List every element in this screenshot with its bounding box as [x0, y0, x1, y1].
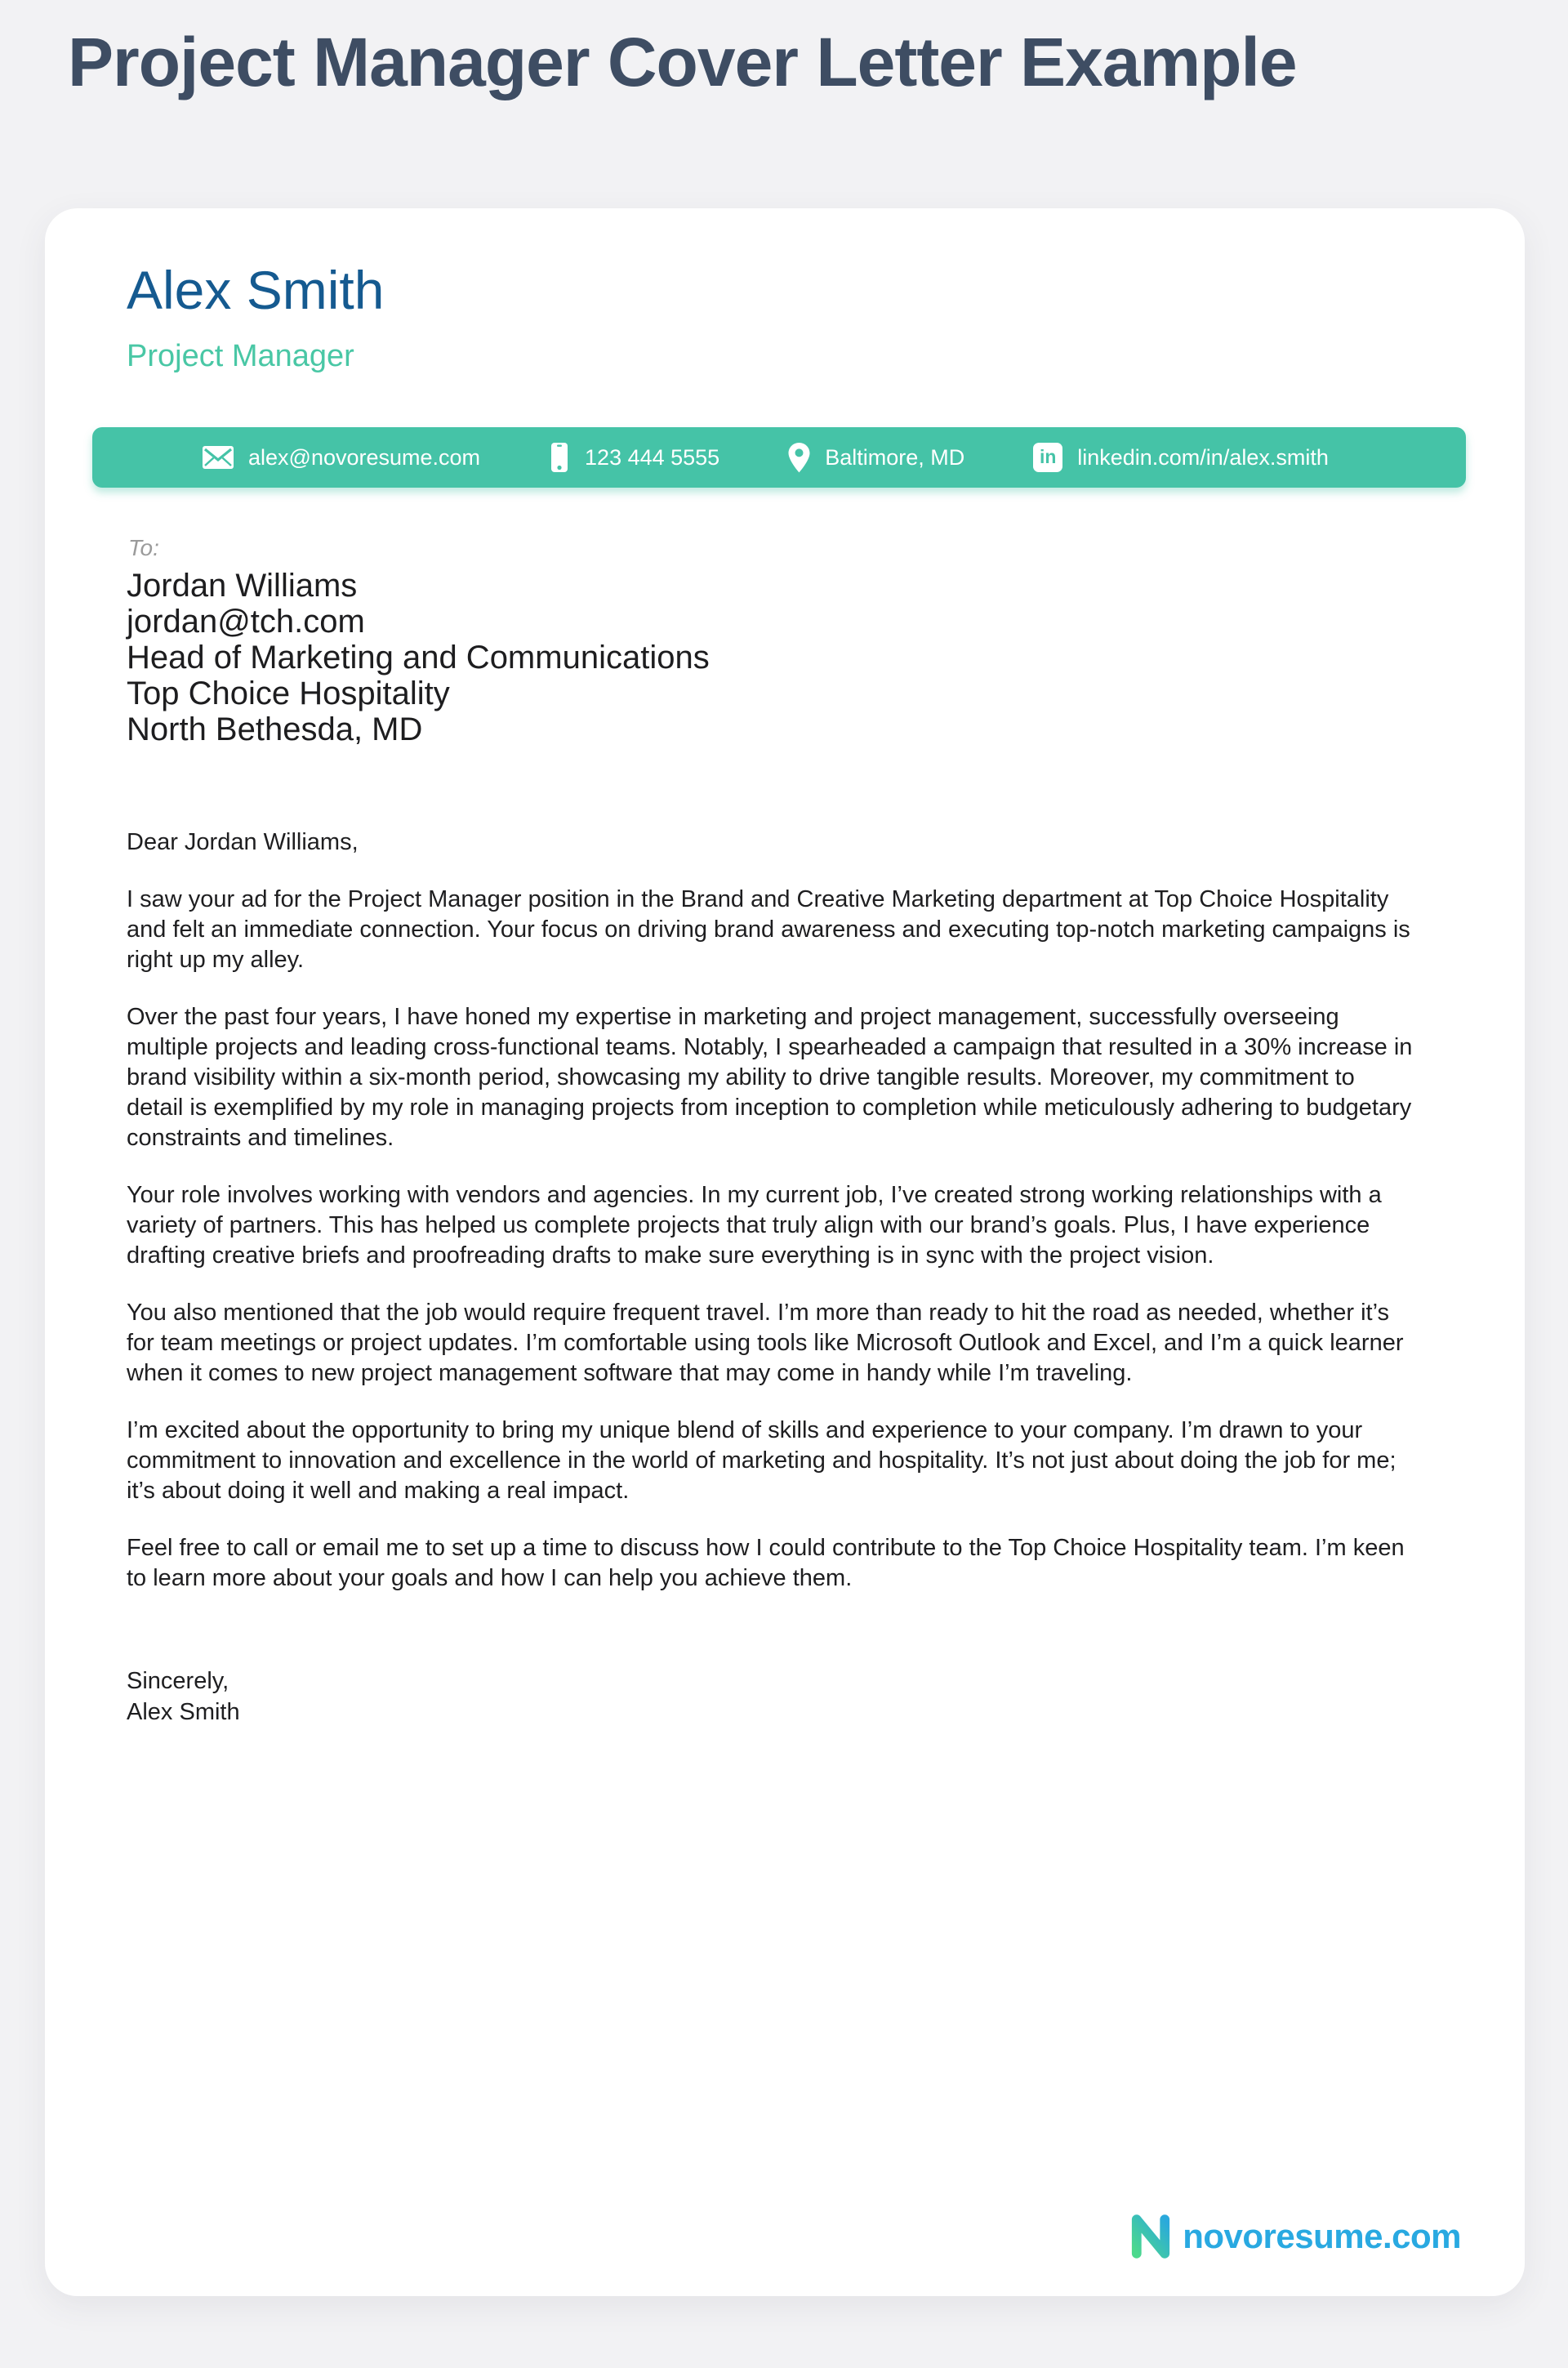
novoresume-n-icon	[1129, 2213, 1173, 2260]
letter-paragraph: I’m excited about the opportunity to bring my unique blend of skills and experience to your company. I’m drawn to your commitment to innovation and excellence in the world of marketing and hospitality. It’s not just about doing the job for me; it’s about doing it well and making a real impact.	[127, 1417, 1396, 1504]
recipient-city: North Bethesda, MD	[127, 711, 423, 747]
cover-letter-card	[45, 208, 1525, 2296]
brand-text: novoresume.com	[1183, 2217, 1461, 2255]
person-role: Project Manager	[127, 339, 354, 373]
letter-closing: Sincerely,	[127, 1668, 229, 1694]
recipient-name: Jordan Williams	[127, 568, 358, 604]
contact-email	[203, 445, 480, 470]
letter-greeting: Dear Jordan Williams,	[127, 829, 359, 855]
recipient-company: Top Choice Hospitality	[127, 676, 450, 711]
recipient-label: To:	[128, 535, 159, 560]
contact-bar	[92, 427, 1466, 488]
page-title: Project Manager Cover Letter Example	[68, 24, 1297, 100]
contact-phone	[549, 442, 719, 473]
letter-paragraph: Over the past four years, I have honed my expertise in marketing and project management, successfully overseeing multiple projects and leading cross-functional teams. Notably, I spearheaded a campaign that resulted in a 30% increase in brand visibility within a six-month period, showcasing my ability to drive tangible results. Moreover, my commitment to detail is exemplified by my role in managing projects from inception to completion while meticulously adhering to budgetary constraints and timelines.	[127, 1004, 1413, 1151]
letter-paragraph: Your role involves working with vendors and agencies. In my current job, I’ve created strong working relationships with a variety of partners. This has helped us complete projects that truly align with our brand’s goals. Plus, I have experience drafting creative briefs and proofreading drafts to make sure everything is in sync with the project vision.	[127, 1182, 1382, 1269]
contact-email-text: alex@novoresume.com	[248, 444, 481, 470]
contact-linkedin-text: linkedin.com/in/alex.smith	[1077, 444, 1329, 470]
person-name: Alex Smith	[127, 260, 385, 320]
location-pin-icon	[788, 443, 810, 473]
contact-location	[788, 443, 964, 473]
recipient-block	[127, 568, 710, 747]
contact-phone-text: 123 444 5555	[585, 444, 720, 470]
phone-icon	[549, 442, 570, 473]
signature-block	[127, 1666, 1417, 1728]
contact-location-text: Baltimore, MD	[825, 444, 965, 470]
letter-body	[127, 827, 1417, 1728]
letter-signature: Alex Smith	[127, 1699, 240, 1725]
letter-paragraph: Feel free to call or email me to set up a time to discuss how I could contribute to the Top Choice Hospitality team. I’m keen to learn more about your goals and how I can help you achieve them.	[127, 1535, 1405, 1591]
letter-paragraph: I saw your ad for the Project Manager position in the Brand and Creative Marketing department at Top Choice Hospitality and felt an immediate connection. Your focus on driving brand awareness and executing top-notch marketing campaigns is right up my alley.	[127, 886, 1410, 973]
contact-linkedin	[1033, 443, 1329, 472]
linkedin-icon: in	[1033, 443, 1062, 472]
recipient-email: jordan@tch.com	[127, 604, 365, 640]
email-icon	[203, 446, 234, 469]
brand-logo[interactable]	[1129, 2213, 1461, 2260]
letter-paragraph: You also mentioned that the job would require frequent travel. I’m more than ready to hit the road as needed, whether it’s for team meetings or project updates. I’m comfortable using tools like Microsoft Outlook and Excel, and I’m a quick learner when it comes to new project management software that may come in handy while I’m traveling.	[127, 1300, 1404, 1386]
recipient-title: Head of Marketing and Communications	[127, 640, 710, 676]
